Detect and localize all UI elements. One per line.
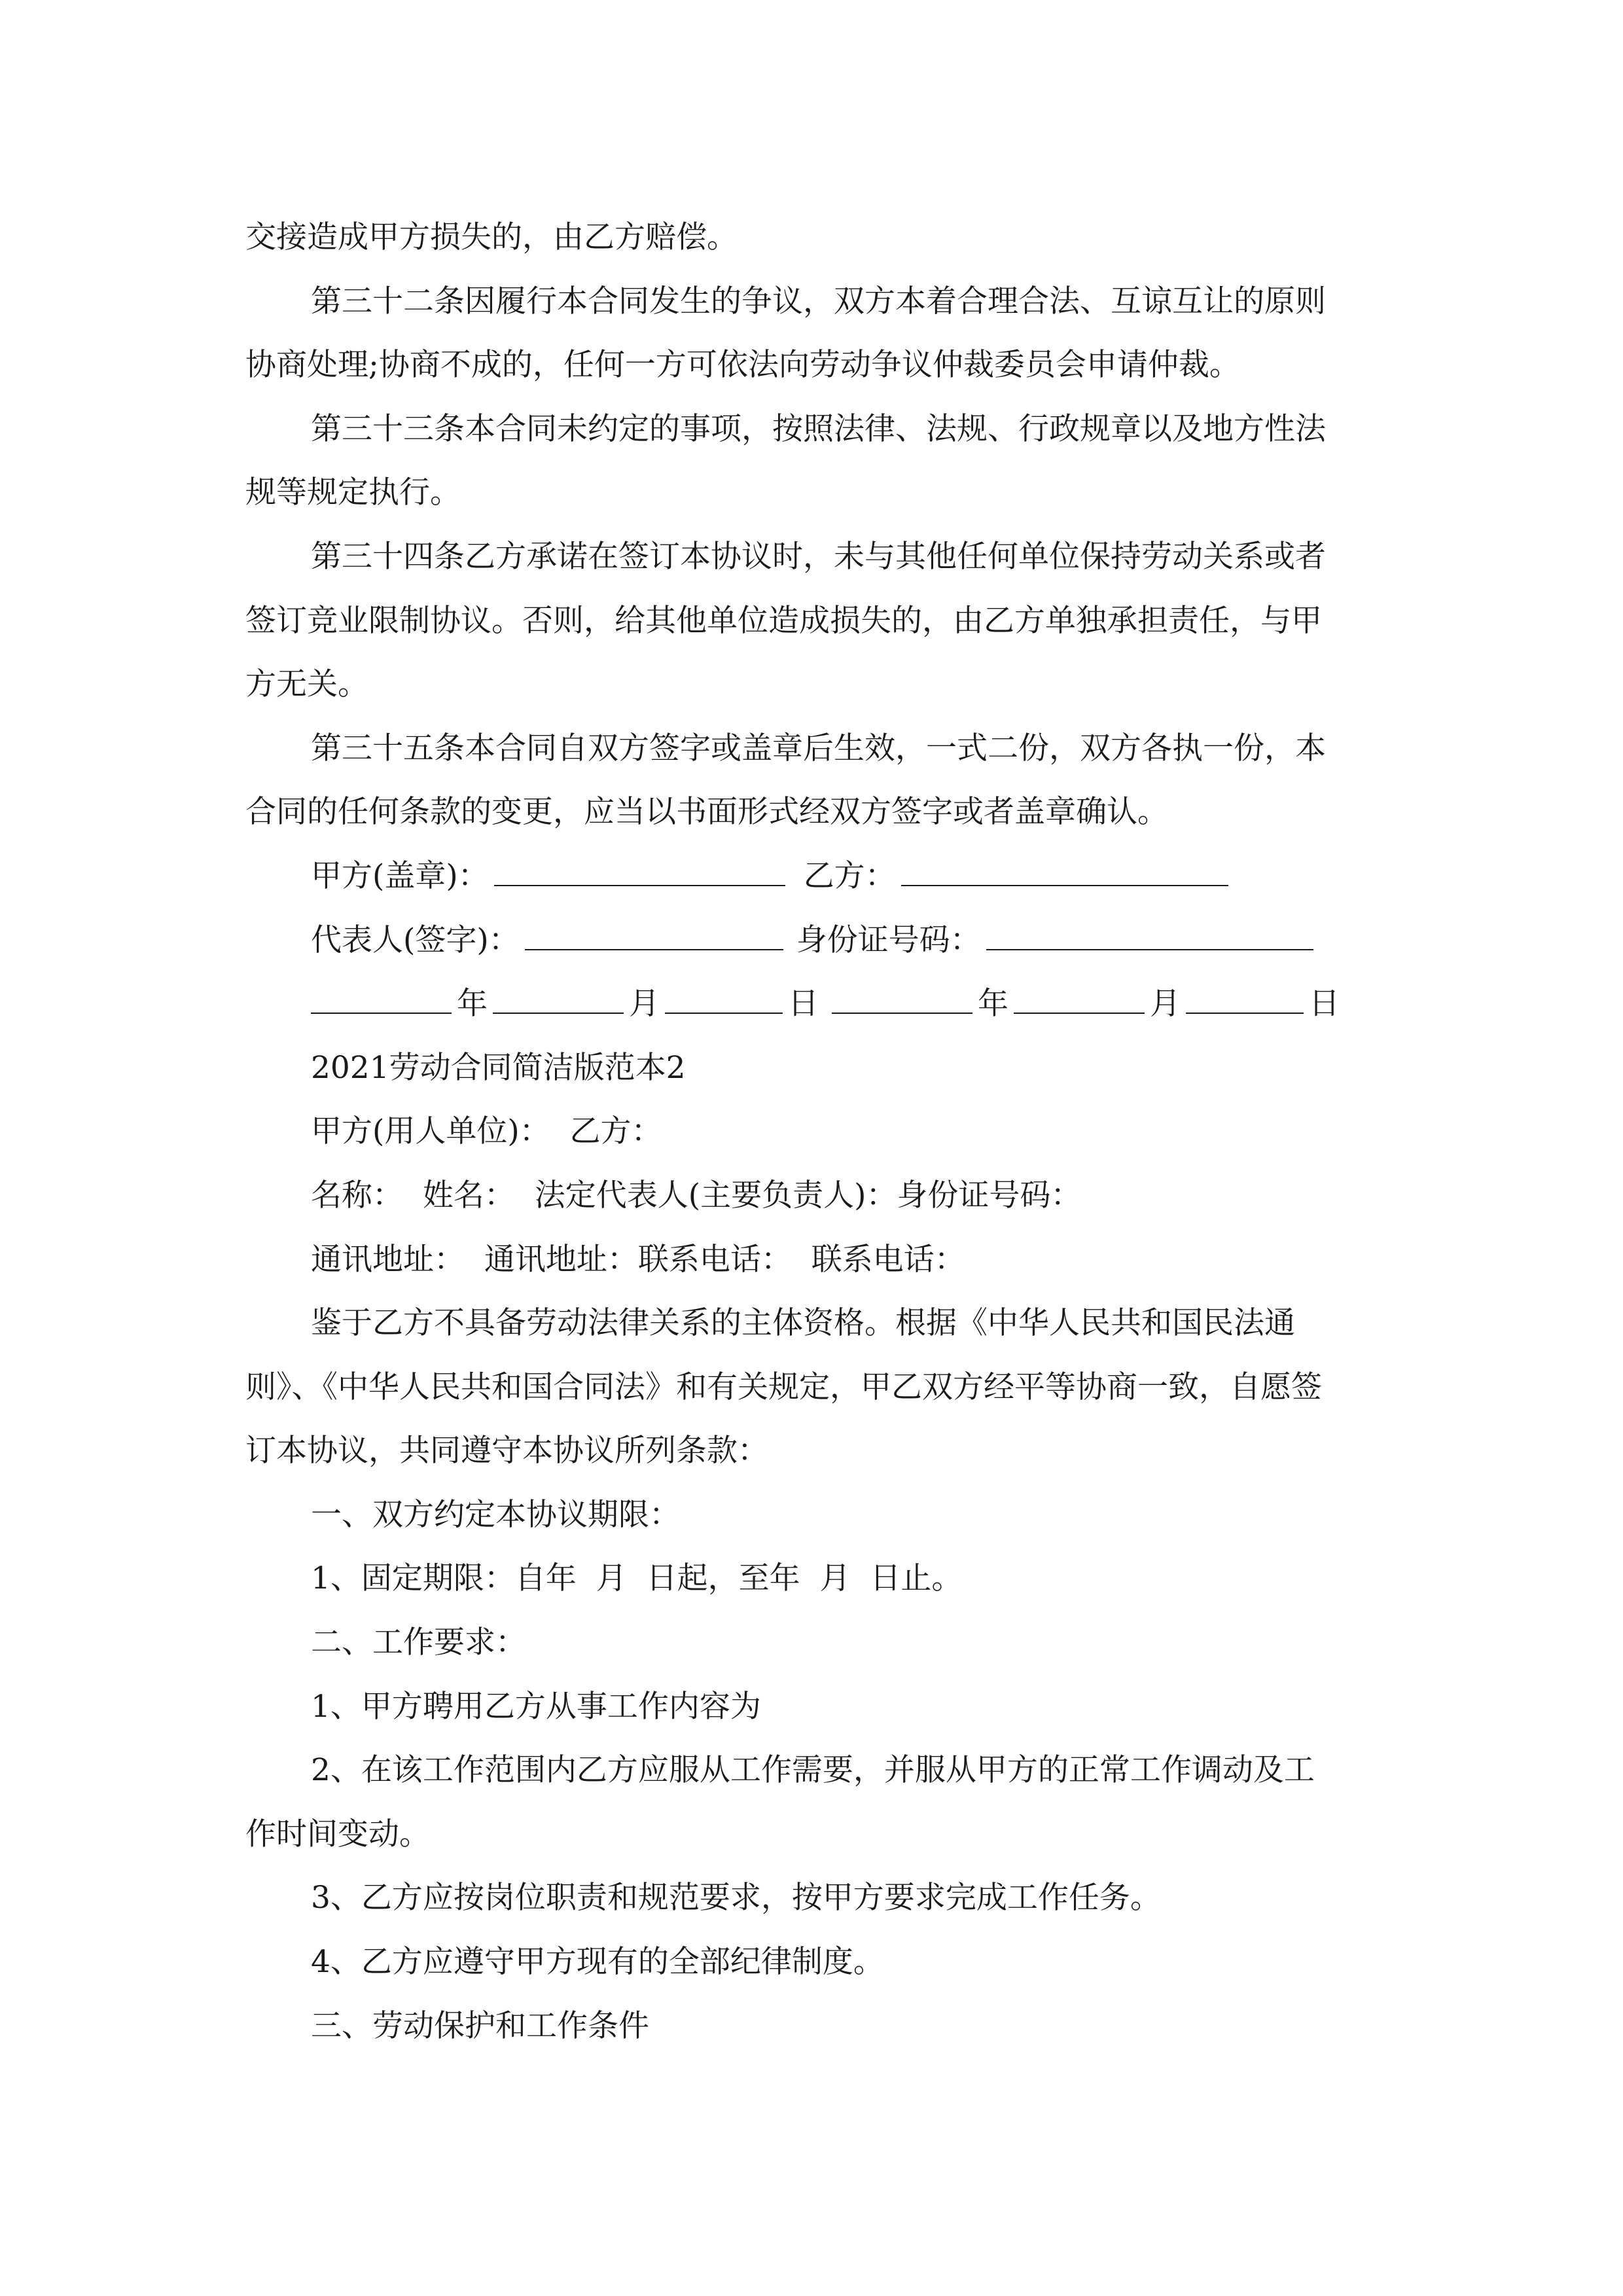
preamble-line-3: 订本协议，共同遵守本协议所列条款： — [245, 1433, 768, 1469]
party-a-label: 甲方(盖章)： — [311, 857, 489, 894]
preamble-line-2: 则》、《中华人民共和国合同法》和有关规定，甲乙双方经平等协商一致，自愿签 — [245, 1369, 1322, 1405]
signature-row-party — [245, 844, 1381, 908]
date-b-month-blank — [1014, 977, 1145, 1014]
article-33-line-1: 第三十三条本合同未约定的事项，按照法律、法规、行政规章以及地方性法 — [311, 410, 1326, 447]
article-33-line-2: 规等规定执行。 — [245, 475, 461, 511]
representative-label: 代表人(签字)： — [311, 922, 520, 958]
signature-row-date — [245, 972, 1381, 1036]
date-b-day-blank — [1186, 977, 1304, 1014]
representative-blank — [525, 913, 783, 950]
article-35-line-1: 第三十五条本合同自双方签字或盖章后生效，一式二份，双方各执一份，本 — [311, 730, 1326, 766]
date-b-month: 月 — [1150, 986, 1181, 1022]
clause-heading-2: 二、工作要求： — [311, 1624, 526, 1661]
clause-2-item-1: 1、甲方聘用乙方从事工作内容为 — [311, 1688, 761, 1725]
date-a-day-blank — [665, 977, 783, 1014]
party-b-blank — [901, 849, 1228, 886]
clause-heading-1: 一、双方约定本协议期限： — [311, 1496, 680, 1533]
article-35-line-2: 合同的任何条款的变更，应当以书面形式经双方签字或者盖章确认。 — [245, 794, 1168, 831]
article-34-line-3: 方无关。 — [245, 666, 368, 703]
date-a-month: 月 — [629, 986, 660, 1022]
document-body — [245, 206, 1381, 2058]
id-number-label: 身份证号码： — [796, 922, 981, 958]
date-b-year: 年 — [978, 986, 1008, 1022]
date-a-year-blank — [311, 977, 452, 1014]
clause-1-item-1: 1、固定期限：自年 月 日起，至年 月 日止。 — [311, 1560, 963, 1597]
signature-row-rep — [245, 908, 1381, 973]
section-title: 2021劳动合同简洁版范本2 — [311, 1049, 686, 1086]
article-32-line-1: 第三十二条因履行本合同发生的争议，双方本着合理合法、互谅互让的原则 — [311, 283, 1326, 319]
paragraph-line: 交接造成甲方损失的，由乙方赔偿。 — [245, 219, 738, 255]
date-b-year-blank — [832, 977, 972, 1014]
clause-heading-3: 三、劳动保护和工作条件 — [311, 2007, 649, 2044]
preamble-line-1: 鉴于乙方不具备劳动法律关系的主体资格。根据《中华人民共和国民法通 — [311, 1305, 1295, 1342]
date-a-year: 年 — [457, 986, 488, 1022]
clause-2-item-2: 2、在该工作范围内乙方应服从工作需要，并服从甲方的正常工作调动及工 — [311, 1752, 1315, 1789]
name-info-line: 名称： 姓名： 法定代表人(主要负责人)：身份证号码： — [311, 1177, 1082, 1213]
party-header-line: 甲方(用人单位)： 乙方： — [311, 1113, 662, 1150]
party-a-blank — [494, 849, 785, 886]
clause-2-item-4: 4、乙方应遵守甲方现有的全部纪律制度。 — [311, 1944, 884, 1981]
article-34-line-2: 签订竞业限制协议。否则，给其他单位造成损失的，由乙方单独承担责任，与甲 — [245, 602, 1322, 639]
id-number-blank — [986, 913, 1313, 950]
address-info-line: 通讯地址： 通讯地址：联系电话： 联系电话： — [311, 1241, 965, 1278]
clause-2-item-3: 3、乙方应按岗位职责和规范要求，按甲方要求完成工作任务。 — [311, 1880, 1161, 1916]
party-b-label: 乙方： — [803, 857, 896, 894]
clause-2-item-2-cont: 作时间变动。 — [245, 1816, 430, 1852]
article-34-line-1: 第三十四条乙方承诺在签订本协议时，未与其他任何单位保持劳动关系或者 — [311, 538, 1326, 575]
date-a-month-blank — [493, 977, 624, 1014]
article-32-line-2: 协商处理;协商不成的，任何一方可依法向劳动争议仲裁委员会申请仲裁。 — [245, 347, 1240, 384]
date-a-day: 日 — [788, 986, 819, 1022]
date-b-day: 日 — [1309, 986, 1340, 1022]
